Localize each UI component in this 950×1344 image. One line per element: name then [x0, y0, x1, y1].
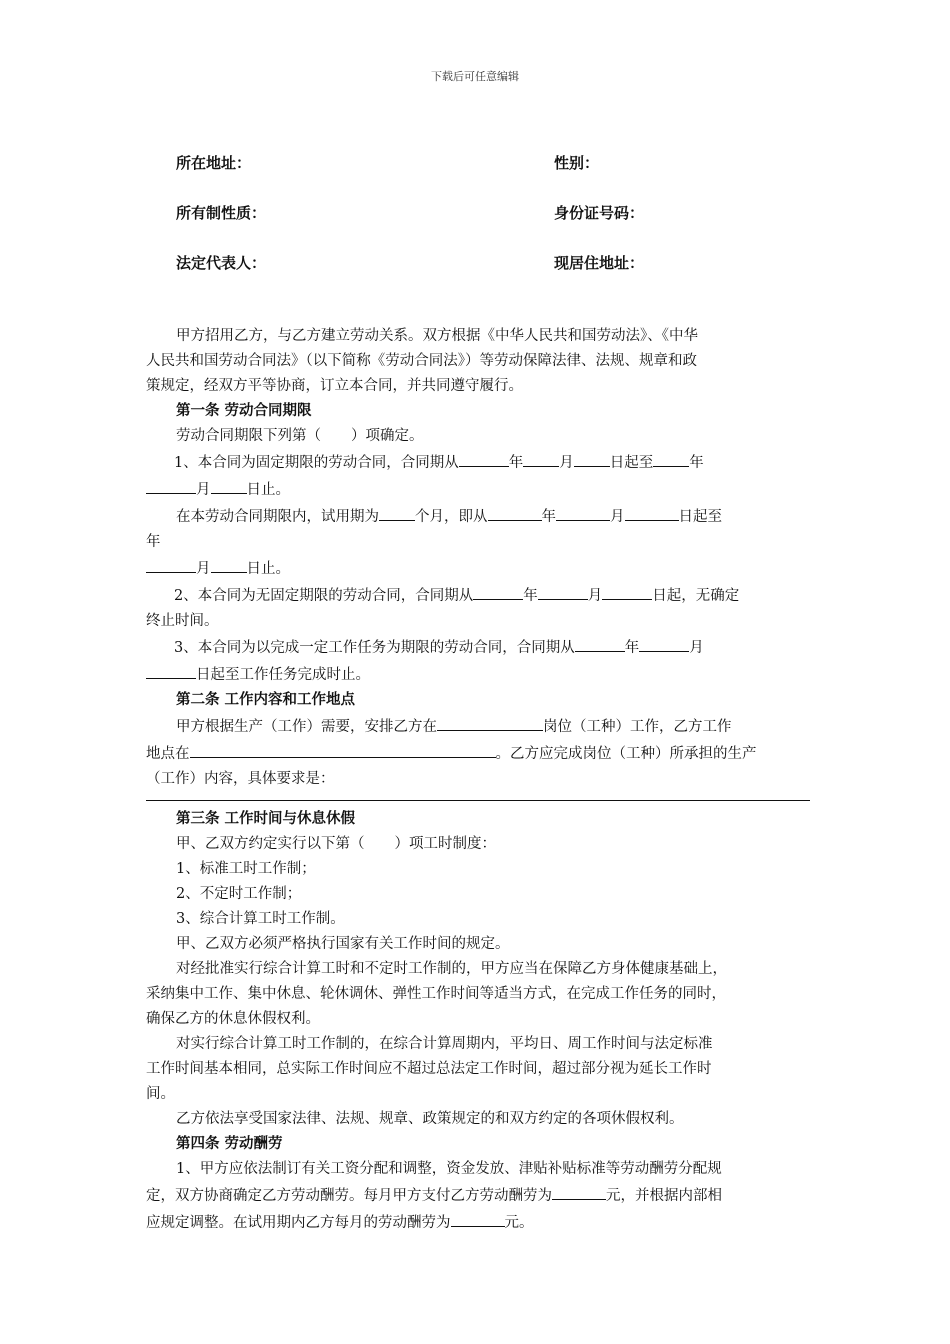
blank-field[interactable]	[653, 449, 689, 467]
article3-para: 乙方依法享受国家法律、法规、规章、政策规定的和双方约定的各项休假权利。	[176, 1111, 684, 1127]
blank-field[interactable]	[523, 449, 559, 467]
article3-para: 甲、乙双方必须严格执行国家有关工作时间的规定。	[176, 936, 510, 952]
article3-para: 确保乙方的休息休假权利。	[146, 1011, 320, 1027]
ownership-label: 所有制性质：	[176, 204, 267, 222]
blank-field[interactable]	[538, 582, 588, 600]
blank-field[interactable]	[459, 449, 509, 467]
blank-field[interactable]	[211, 476, 247, 494]
intro-line: 人民共和国劳动合同法》（以下简称《劳动合同法》）等劳动保障法律、法规、规章和政	[146, 353, 697, 369]
intro-line: 策规定，经双方平等协商，订立本合同，并共同遵守履行。	[146, 378, 523, 394]
blank-field[interactable]	[437, 713, 543, 731]
article4-title: 第四条 劳动酬劳	[176, 1136, 283, 1152]
article3-title: 第三条 工作时间与休息休假	[176, 811, 356, 827]
article1-item2-cont: 终止时间。	[146, 613, 219, 629]
blank-field[interactable]	[146, 661, 196, 679]
blank-field[interactable]	[574, 449, 610, 467]
article2-line: 地点在 。乙方应完成岗位（工种）所承担的生产	[146, 740, 810, 767]
blank-field[interactable]	[190, 740, 496, 758]
gender-label: 性别：	[554, 154, 600, 172]
article1-item3-cont: 日起至工作任务完成时止。	[146, 661, 810, 688]
article3-option: 1、标准工时工作制；	[176, 861, 316, 877]
article1-trial-cont: 月 日止。	[146, 555, 810, 582]
requirements-blank-line[interactable]	[146, 792, 810, 801]
legal-rep-label: 法定代表人：	[176, 254, 267, 272]
blank-field[interactable]	[451, 1209, 505, 1227]
blank-field[interactable]	[473, 582, 523, 600]
blank-field[interactable]	[602, 582, 652, 600]
article2-title: 第二条 工作内容和工作地点	[176, 692, 356, 708]
article2-line: （工作）内容，具体要求是：	[146, 771, 335, 787]
article1-item1: 1、本合同为固定期限的劳动合同，合同期从 年 月 日起至 年	[146, 449, 810, 476]
current-address-label: 现居住地址：	[554, 254, 645, 272]
article1-clause: 劳动合同期限下列第（ ）项确定。	[176, 428, 424, 444]
id-number-label: 身份证号码：	[554, 204, 645, 222]
blank-field[interactable]	[146, 476, 196, 494]
article2-line: 甲方根据生产（工作）需要，安排乙方在 岗位（工种）工作，乙方工作	[146, 713, 810, 740]
article3-para: 对实行综合计算工时工作制的，在综合计算周期内，平均日、周工作时间与法定标准	[176, 1036, 713, 1052]
party-info-section	[176, 152, 816, 302]
article1-trial-cont: 年	[146, 534, 161, 550]
blank-field[interactable]	[556, 503, 610, 521]
party-row	[176, 252, 816, 302]
intro-line: 甲方招用乙方，与乙方建立劳动关系。双方根据《中华人民共和国劳动法》、《中华	[176, 328, 698, 344]
article3-option: 2、不定时工作制；	[176, 886, 302, 902]
address-label: 所在地址：	[176, 154, 252, 172]
article1-title: 第一条 劳动合同期限	[176, 403, 312, 419]
article3-para: 工作时间基本相同，总实际工作时间应不超过总法定工作时间，超过部分视为延长工作时	[146, 1061, 712, 1077]
article1-item2: 2、本合同为无固定期限的劳动合同，合同期从 年 月 日起，无确定	[146, 582, 810, 609]
article1-item1-cont: 月 日止。	[146, 476, 810, 503]
contract-body	[146, 324, 810, 1236]
article3-para: 对经批准实行综合计算工时和不定时工作制的，甲方应当在保障乙方身体健康基础上，	[176, 961, 727, 977]
party-row	[176, 202, 816, 252]
article1-item3: 3、本合同为以完成一定工作任务为期限的劳动合同，合同期从 年 月	[146, 634, 810, 661]
blank-field[interactable]	[552, 1182, 606, 1200]
article3-clause: 甲、乙双方约定实行以下第（ ）项工时制度：	[176, 836, 496, 852]
article4-line: 应规定调整。在试用期内乙方每月的劳动酬劳为 元。	[146, 1209, 810, 1236]
blank-field[interactable]	[146, 555, 196, 573]
blank-field[interactable]	[575, 634, 625, 652]
article1-trial: 在本劳动合同期限内，试用期为 个月，即从 年 月 日起至	[146, 503, 810, 530]
article4-line: 1、甲方应依法制订有关工资分配和调整，资金发放、津贴补贴标准等劳动酬劳分配规	[176, 1161, 722, 1177]
blank-field[interactable]	[639, 634, 689, 652]
blank-field[interactable]	[379, 503, 415, 521]
article3-para: 采纳集中工作、集中休息、轮休调休、弹性工作时间等适当方式，在完成工作任务的同时，	[146, 986, 726, 1002]
blank-field[interactable]	[488, 503, 542, 521]
article3-para: 间。	[146, 1086, 175, 1102]
blank-field[interactable]	[211, 555, 247, 573]
article4-line: 定，双方协商确定乙方劳动酬劳。每月甲方支付乙方劳动酬劳为 元，并根据内部相	[146, 1182, 810, 1209]
blank-field[interactable]	[625, 503, 679, 521]
party-row	[176, 152, 816, 202]
page-header-note: 下载后可任意编辑	[431, 70, 519, 83]
article3-option: 3、综合计算工时工作制。	[176, 911, 345, 927]
